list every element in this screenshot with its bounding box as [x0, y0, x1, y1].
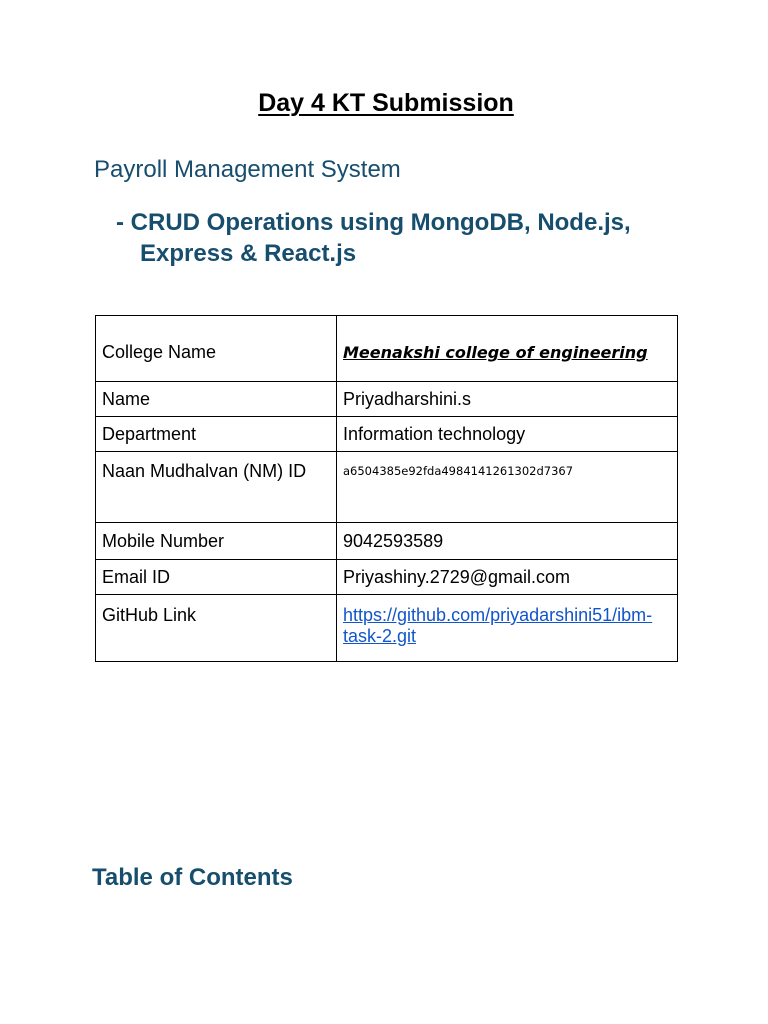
email-id-label: Email ID	[96, 560, 337, 595]
table-row-college	[96, 316, 678, 382]
project-subtitle-line2: Express & React.js	[140, 240, 357, 267]
student-info-table	[95, 315, 678, 662]
table-row-github	[96, 595, 678, 662]
name-label: Name	[96, 382, 337, 417]
table-row-department	[96, 417, 678, 452]
project-subtitle-line1: - CRUD Operations using MongoDB, Node.js,	[116, 209, 631, 236]
table-row-name	[96, 382, 678, 417]
github-link-value-cell	[337, 595, 678, 662]
project-subtitle	[116, 207, 716, 269]
college-name-value: Meenakshi college of engineering	[343, 343, 648, 362]
table-of-contents-heading: Table of Contents	[92, 864, 293, 891]
table-row-mobile	[96, 523, 678, 560]
department-label: Department	[96, 417, 337, 452]
nm-id-value: a6504385e92fda4984141261302d7367	[343, 464, 574, 478]
mobile-number-value: 9042593589	[337, 523, 678, 560]
document-title: Day 4 KT Submission	[258, 89, 514, 117]
email-id-value: Priyashiny.2729@gmail.com	[337, 560, 678, 595]
project-name: Payroll Management System	[94, 156, 401, 183]
name-value: Priyadharshini.s	[337, 382, 678, 417]
mobile-number-label: Mobile Number	[96, 523, 337, 560]
nm-id-value-cell	[337, 452, 678, 523]
github-link[interactable]: https://github.com/priyadarshini51/ibm-task-2.git	[343, 605, 653, 646]
github-link-label: GitHub Link	[96, 595, 337, 662]
table-row-nm-id	[96, 452, 678, 523]
college-name-label: College Name	[96, 316, 337, 382]
table-row-email	[96, 560, 678, 595]
nm-id-label: Naan Mudhalvan (NM) ID	[96, 452, 337, 523]
department-value: Information technology	[337, 417, 678, 452]
college-name-value-cell	[337, 316, 678, 382]
